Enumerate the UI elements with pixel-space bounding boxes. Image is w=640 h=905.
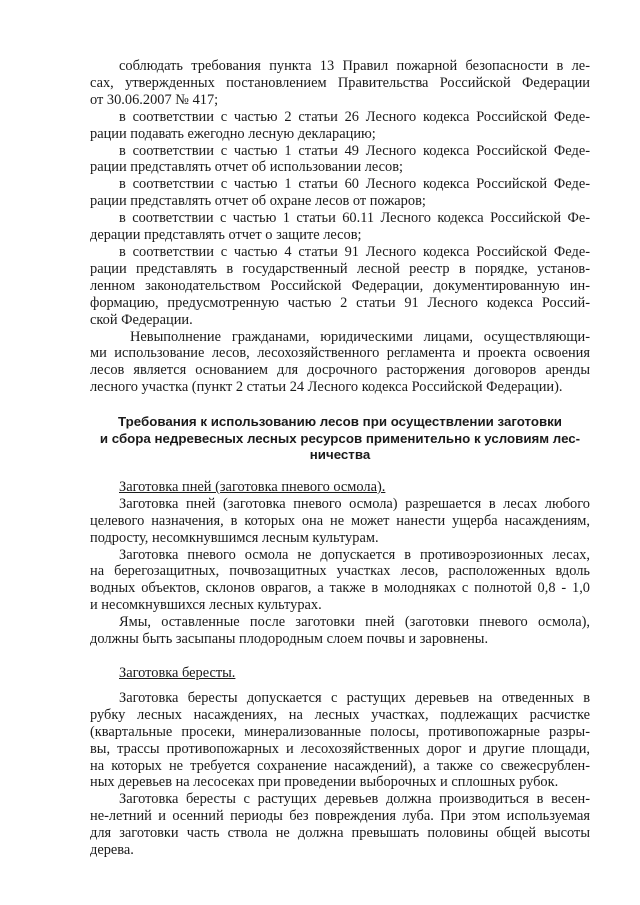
text-line: в соответствии с частью 1 статьи 60 Лесного кодекса Российской Феде- <box>119 176 590 193</box>
obligations-list <box>90 58 590 329</box>
text-line: рубку лесных насаждениях, на лесных участках, подлежащих расчистке <box>90 706 590 723</box>
text-line: ных деревьев на лесосеках при проведении выборочных и сплошных рубок. <box>90 774 559 791</box>
text-line: водных объектов, склонов оврагов, а также в молодняках с полнотой 0,8 - 1,0 <box>90 580 590 597</box>
text-line: должны быть засыпаны плодородным слоем почвы и заровнены. <box>90 631 489 648</box>
text-line: Заготовка пней (заготовка пневого осмола) разрешается в лесах любого <box>119 495 590 512</box>
text-line: подросту, несомкнувшимся лесным культурам. <box>90 529 379 546</box>
text-line: и несомкнувшихся лесных культурах. <box>90 597 322 614</box>
text-line: от 30.06.2007 № 417; <box>90 91 219 108</box>
text-line: сах, утвержденных постановлением Правительства Российской Федерации <box>90 74 590 91</box>
section-heading <box>90 414 590 464</box>
stumps-section <box>90 479 590 648</box>
text-line: ми использование лесов, лесохозяйственного регламента и проекта освоения <box>90 345 590 362</box>
text-line: Заготовка бересты допускается с растущих деревьев на отведенных в <box>119 689 590 706</box>
text-line: в соответствии с частью 2 статьи 26 Лесного кодекса Российской Феде- <box>119 108 590 125</box>
text-line: ской Федерации. <box>90 311 193 328</box>
text-line: лесов является основанием для досрочного расторжения договоров аренды <box>90 362 590 379</box>
bark-section <box>90 665 590 859</box>
document-page <box>90 58 590 859</box>
text-line: в соответствии с частью 1 статьи 60.11 Лесного кодекса Российской Фе- <box>119 210 590 227</box>
text-line: для заготовки часть ствола не должна превышать половины общей высоты <box>90 825 590 842</box>
subsection-title: Заготовка бересты. <box>119 664 236 681</box>
text-line: Заготовка пневого осмола не допускается в противоэрозионных лесах, <box>119 546 590 563</box>
text-line: Заготовка бересты с растущих деревьев должна производиться в весен- <box>119 791 590 808</box>
text-line: Невыполнение гражданами, юридическими лицами, осуществляющи- <box>130 328 590 345</box>
text-line: рации представлять отчет об использовании лесов; <box>90 159 404 176</box>
text-line: формацию, предусмотренную частью 2 статьи 91 Лесного кодекса Россий- <box>90 294 590 311</box>
text-line: целевого назначения, в которых она не может нанести ущерба насаждениям, <box>90 512 590 529</box>
text-line: рации представлять отчет об охране лесов от пожаров; <box>90 193 426 210</box>
text-line: на которых не требуется сохранение насаждений), а также со свежесрублен- <box>90 757 590 774</box>
text-line: (квартальные просеки, минерализованные полосы, противопожарные разры- <box>90 723 590 740</box>
text-line: в соответствии с частью 4 статьи 91 Лесного кодекса Российской Феде- <box>119 243 590 260</box>
heading-line: и сбора недревесных лесных ресурсов применительно к условиям лес- <box>99 430 581 446</box>
text-line: не-летний и осенний периоды без повреждения луба. При этом используемая <box>90 808 590 825</box>
heading-line: ничества <box>309 447 371 463</box>
text-line: дерации представлять отчет о защите лесов; <box>90 227 362 244</box>
violation-paragraph <box>90 329 590 397</box>
heading-line: Требования к использованию лесов при осуществлении заготовки <box>118 414 562 430</box>
text-line: лесного участка (пункт 2 статьи 24 Лесного кодекса Российской Федерации). <box>90 379 563 396</box>
text-line: Ямы, оставленные после заготовки пней (заготовки пневого осмола), <box>119 614 590 631</box>
text-line: рации подавать ежегодно лесную декларацию; <box>90 125 376 142</box>
text-line: рации представлять в государственный лесной реестр в порядке, установ- <box>90 260 590 277</box>
text-line: соблюдать требования пункта 13 Правил пожарной безопасности в ле- <box>119 58 590 74</box>
text-line: на берегозащитных, почвозащитных участках лесов, расположенных вдоль <box>90 563 590 580</box>
subsection-title: Заготовка пней (заготовка пневого осмола). <box>119 478 386 495</box>
text-line: дерева. <box>90 842 134 859</box>
text-line: ленном законодательством Российской Федерации, документированную ин- <box>90 277 590 294</box>
text-line: вы, трассы противопожарных и лесохозяйственных дорог и другие площади, <box>90 740 590 757</box>
text-line: в соответствии с частью 1 статьи 49 Лесного кодекса Российской Феде- <box>119 142 590 159</box>
